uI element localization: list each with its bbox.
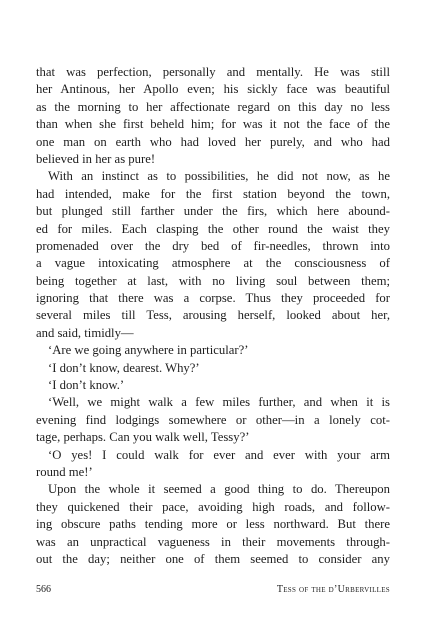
text-line: several miles till Tess, arousing herself, looked about her, <box>36 308 390 323</box>
text-line: ‘O yes! I could walk for ever and ever with your arm <box>48 447 390 462</box>
text-line: ‘Well, we might walk a few miles further, and when it is <box>48 395 390 410</box>
text-line: ‘Are we going anywhere in particular?’ <box>48 343 249 358</box>
text-line: believed in her as pure! <box>36 151 156 166</box>
text-line: Upon the whole it seemed a good thing to do. Thereupon <box>48 482 390 497</box>
running-title: Tess of the d’Urbervilles <box>276 584 390 595</box>
text-line: her Antinous, her Apollo even; his sickly face was beautiful <box>36 82 390 97</box>
body-text <box>36 64 390 568</box>
text-line: and said, timidly— <box>36 325 134 340</box>
text-line: that was perfection, personally and mentally. He was still <box>36 65 390 79</box>
text-line: but plunged still farther under the firs, which here abound- <box>36 204 390 219</box>
text-line: a vague intoxicating atmosphere at the consciousness of <box>36 256 390 271</box>
text-line: as the morning to her affectionate regard on this day no less <box>36 99 390 114</box>
text-line: they quickened their pace, avoiding high roads, and follow- <box>36 499 390 514</box>
text-line: tage, perhaps. Can you walk well, Tessy?’ <box>36 430 250 445</box>
text-line: round me!’ <box>36 464 93 479</box>
text-line: out the day; neither one of them seemed to consider any <box>36 551 390 566</box>
text-line: With an instinct as to possibilities, he did not now, as he <box>48 169 390 184</box>
text-line: evening find lodgings somewhere or other—in a lonely cot- <box>36 412 390 427</box>
text-line: ‘I don’t know, dearest. Why?’ <box>48 360 200 375</box>
text-line: promenaded over the dry bed of fir-needles, thrown into <box>36 238 390 253</box>
text-line: being together at last, with no living soul between them; <box>36 273 390 288</box>
text-line: had intended, make for the first station beyond the town, <box>36 186 390 201</box>
text-line: one man on earth who had loved her purely, and who had <box>36 134 390 149</box>
page-number: 566 <box>36 584 51 595</box>
text-line: than when she first beheld him; for was it not the face of the <box>36 117 390 132</box>
text-line: was an unpractical vagueness in their movements through- <box>36 534 390 549</box>
text-line: ignoring that there was a corpse. Thus they proceeded for <box>36 291 390 306</box>
text-line: ‘I don’t know.’ <box>48 378 125 393</box>
text-line: ing obscure paths tending more or less northward. But there <box>36 517 390 532</box>
text-line: ed for miles. Each clasping the other round the waist they <box>36 221 390 236</box>
